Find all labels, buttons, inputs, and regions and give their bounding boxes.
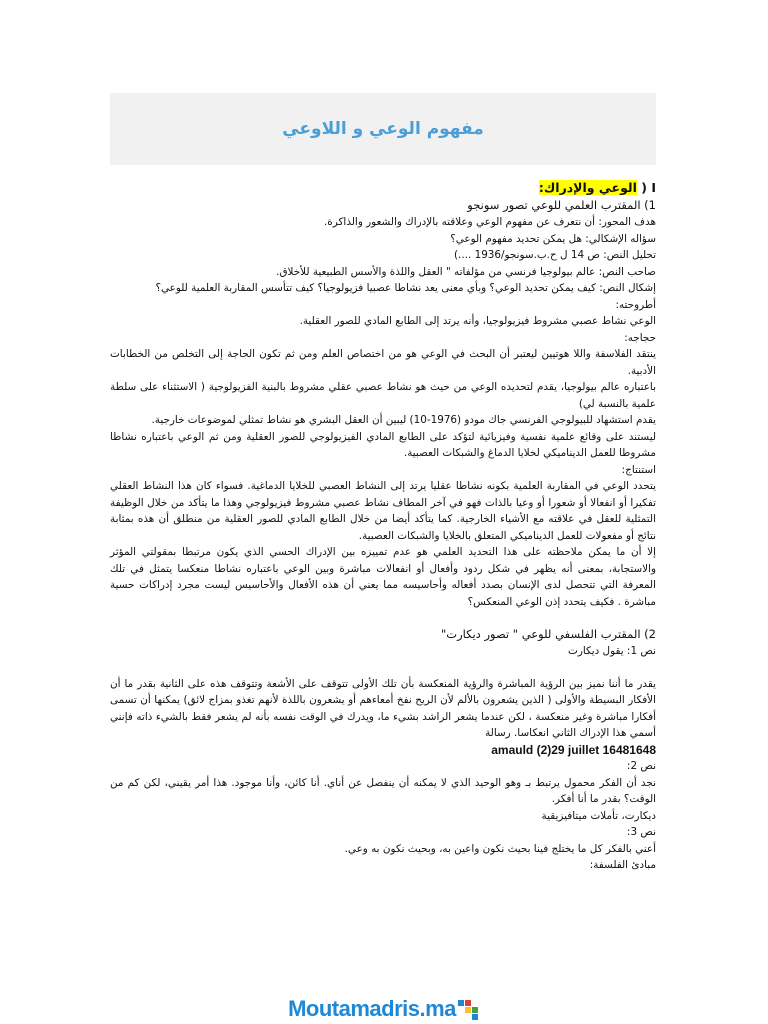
text-line: أعني بالفكر كل ما يختلج فينا بحيث نكون واعين به، وبحيث نكون به وعي. — [344, 842, 656, 855]
logo-pixel — [472, 1007, 478, 1013]
paragraph: ينتقد الفلاسفة واللا هوتيين ليعتبر أن البحث في الوعي هو من اختصاص العلم ومن ثم تكون الحاجة إلى التخلص من الخطابات الأدبية. — [110, 348, 656, 377]
text-line: نص 2: — [626, 760, 656, 772]
text-line: يقدم استشهاد للبيولوجي الفرنسي جاك مودو (1976-10) ليبين أن العقل البشري هو نشاط تمثلي لموضوعات خارجية. — [151, 414, 656, 426]
text-line: نص 3: — [626, 826, 656, 838]
subsection-heading: 1) المقترب العلمي للوعي تصور سونجو — [467, 198, 656, 212]
letter-reference: amauld (2)29 juillet 16481648 — [491, 742, 656, 757]
paragraph: ليستند على وقائع علمية نفسية وفيزيائية لتؤكد على الطابع المادي الفيزيولوجي للصور العقلية ومن ثم الوعي باعتباره نشاطا مشروطا للعمل الديناميكي لخلايا الدماغ والشبكات العصبية. — [110, 430, 656, 459]
document-body — [110, 179, 656, 874]
text-line: حجاجه: — [624, 331, 656, 344]
section-number: I ( — [641, 180, 656, 195]
page-title: مفهوم الوعي و اللاوعي — [282, 119, 484, 139]
text-lines — [110, 197, 656, 874]
text-line: سؤاله الإشكالي: هل يمكن تحديد مفهوم الوعي؟ — [450, 232, 656, 245]
paragraph: باعتباره عالم بيولوجيا، يقدم لتحديده الوعي من حيث هو نشاط عصبي عقلي مشروط بالبنية الفزيولوجية ( الاستثناء على سلطة علمية بالنسبة لي) — [110, 381, 656, 410]
text-line: تحليل النص: ص 14 ل ح.ب.سونجو/1936 ....) — [454, 249, 656, 261]
document-page — [110, 93, 656, 874]
section-title: الوعي والإدراك: — [538, 180, 637, 195]
subsection-heading: 2) المقترب الفلسفي للوعي " تصور ديكارت" — [440, 627, 656, 641]
logo-text: Moutamadris.ma — [288, 996, 456, 1021]
blank-line — [110, 660, 656, 676]
text-line: مبادئ الفلسفة: — [589, 859, 656, 871]
paragraph: إلا أن ما يمكن ملاحظته على هذا التحديد العلمي هو عدم تمييزه بين الإدراك الحسي الذي يكون مرتبطا بمقولتي المؤثر والاستجابة، بمعنى أنه يظهر في شكل ردود وأفعال أو انفعالات مباشرة وبين الوعي باعتباره نشاطا منعكسا يتمثل في تلك المعرفة التي تتحصل لدى الإنسان بصدد أفعاله وأحاسيسه مما يعني أن هذه الأفعال والأحاسيس ليست مجرد إدراكات حسية مباشرة . فكيف يتحدد إذن الوعي المنعكس؟ — [110, 546, 656, 608]
text-line: نص 1: يقول ديكارت — [568, 645, 656, 657]
logo-pixel — [472, 1014, 478, 1020]
title-band — [110, 93, 656, 165]
text-line: استنتاج: — [621, 463, 656, 476]
logo-pixel — [465, 1007, 471, 1013]
text-line: ديكارت، تأملات ميتافيزيقية — [541, 809, 656, 822]
logo-pixel — [465, 1000, 471, 1006]
logo-pixels-icon — [458, 1000, 480, 1022]
footer — [0, 996, 768, 1022]
paragraph: يتحدد الوعي في المقاربة العلمية بكونه نشاطا عقليا يرتد إلى النشاط العصبي للخلايا الدماغية. فسواء كان هذا النشاط العقلي تفكيرا أو انفعالا أو شعورا أو وعيا بالذات فهو في آخر المطاف نشاط عصبي مشروط فيزيولوجي وهذا ما يتأكد من خلال الوظيفة التمثلية للعقل في علاقته مع الأشياء الخارجية. كما يتأكد أيضا من خلال الطابع المادي للصور العقلية من منطلق أن هذه بمثابة نتائج أو مفعولات للعمل الديناميكي المتعلق بالخلايا والشبكات العصبية. — [110, 480, 656, 542]
text-line: أطروحته: — [615, 298, 656, 311]
text-line: هدف المحور: أن نتعرف عن مفهوم الوعي وعلاقته بالإدراك والشعور والذاكرة. — [324, 216, 656, 228]
logo-pixel — [458, 1000, 464, 1006]
paragraph: يقدر ما أننا نميز بين الرؤية المباشرة والرؤية المنعكسة بأن تلك الأولى تتوقف على الأشعة وتتوقف هذه على الثانية بقدر ما أن الأفكار البسيطة والأولى ( الذين يشعرون بالألم لأن الريح نفخ أمعاءهم أو يشعرون باللذة لأنهم تغذو بمزاج لائق) يمكنها أن تسمى أفكارا مباشرة وغير منعكسة ، لكن عندما يشعر الراشد بشيء ما، ويدرك في الوقت نفسه بأنه لم يشعر فقط بالشيء ذاته فإنني أسمي هذا الإدراك الثاني انعكاسا. رسالة — [110, 677, 656, 739]
blank-line — [110, 610, 656, 626]
site-logo[interactable] — [288, 996, 480, 1022]
text-line: إشكال النص: كيف يمكن تحديد الوعي؟ وبأي معنى يعد نشاطا عصبيا فزيولوجيا؟ كيف تتأسس المقاربة العلمية للوعي؟ — [155, 282, 656, 294]
section-heading — [110, 179, 656, 197]
text-line: صاحب النص: عالم بيولوجيا فرنسي من مؤلفاته " العقل واللذة والأسس الطبيعية للأخلاق. — [276, 265, 656, 278]
text-line: الوعي نشاط عصبي مشروط فيزيولوجيا، وأنه يرتد إلى الطابع المادي للصور العقلية. — [299, 315, 656, 327]
paragraph: نجد أن الفكر محمول يرتبط بـ وهو الوحيد الذي لا يمكنه أن ينفصل عن أناي. أنا كائن، وأنا موجود. هذا أمر يقيني، لكن كم من الوقت؟ بقدر ما أنا أفكر. — [110, 776, 656, 805]
